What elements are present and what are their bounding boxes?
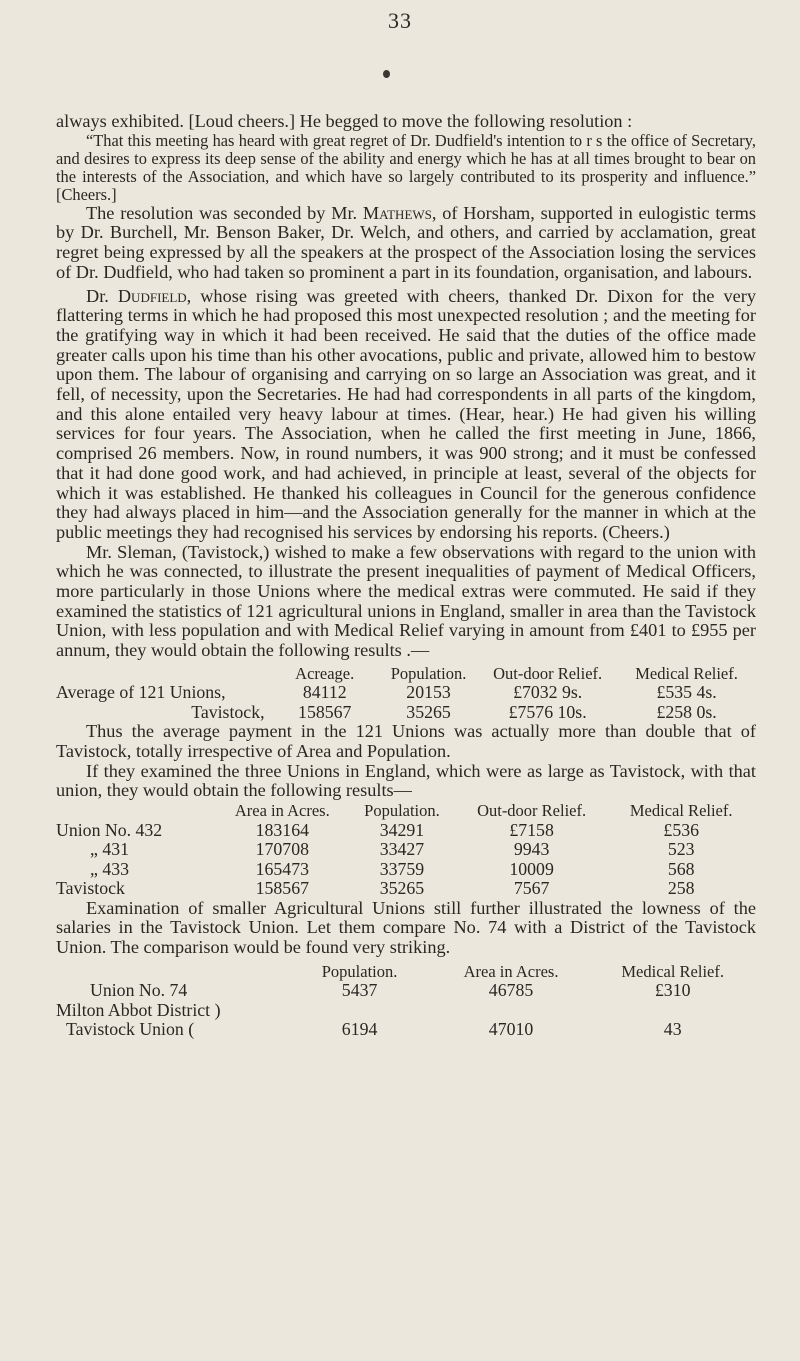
paragraph-three-unions: If they examined the three Unions in England, which were as large as Tavistock, with that union, they would obtain the following results— — [56, 760, 756, 801]
row-label — [56, 1020, 286, 1040]
brace-icon: ( — [188, 1019, 195, 1040]
table-cell: 43 — [663, 1019, 682, 1040]
paragraph-dudfield-reply — [56, 287, 756, 543]
table-cell: 6194 — [341, 1019, 378, 1040]
table-cell: £7576 10s. — [508, 701, 587, 722]
table-row — [56, 981, 756, 1001]
table-cell: 7567 — [513, 878, 550, 899]
paragraph-seconded — [56, 204, 756, 283]
table-cell: 46785 — [488, 980, 534, 1001]
table-header: Population. — [390, 663, 467, 683]
table-cell: 5437 — [341, 980, 378, 1001]
table-cell: £536 — [663, 819, 699, 840]
resolution-quote: “That this meeting has heard with great regret of Dr. Dudfield's intention to r s the office of Secretary, and desires to express its deep sense of the ability and energy which he has at all times brought to bear on the interests of the Association, and which have so largely contributed to its prosperity and influence.” [Cheers.] — [56, 130, 756, 204]
table-cell: 183164 — [255, 819, 309, 840]
table-header-row — [56, 664, 756, 684]
table-cell — [589, 1001, 756, 1021]
table-header: Medical Relief. — [629, 801, 733, 821]
table-cell: 165473 — [255, 858, 309, 879]
paragraph-sleman: Mr. Sleman, (Tavistock,) wished to make a few observations with regard to the union with which he was connected, to illustrate the present inequalities of payment of Medical Officers, more particularly in those Unions where the medical extras were commuted. He said if they examined the statistics of 121 agricultural unions in England, smaller in area than the Tavistock Union, with less population and with Medical Relief varying in amount from £401 to £955 per annum, they would obtain the following results .— — [56, 541, 756, 661]
table-row — [56, 840, 756, 860]
table-cell: 9943 — [513, 839, 550, 860]
table-cell: 33759 — [379, 858, 425, 879]
table-header: Area in Acres. — [234, 801, 330, 821]
row-label: Tavistock — [56, 878, 125, 899]
table-cell: 20153 — [406, 682, 451, 703]
paragraph-dudfield-start: Dr. — [86, 285, 109, 306]
text-column — [56, 112, 756, 1040]
table-header: Population. — [364, 801, 440, 821]
paragraph-double: Thus the average payment in the 121 Unions was actually more than double that of Tavistock, totally irrespective of Area and Population. — [56, 721, 756, 762]
brace-icon: ) — [214, 999, 221, 1020]
table-header: Out-door Relief. — [493, 663, 603, 683]
row-label-text: Tavistock Union — [66, 1019, 184, 1040]
table-cell — [433, 1001, 590, 1021]
table-header: Medical Relief. — [635, 663, 738, 683]
table-cell: 35265 — [406, 701, 451, 722]
row-label: „ 433 — [90, 858, 130, 879]
table-union-74 — [56, 962, 756, 1040]
row-label — [56, 1001, 286, 1021]
table-header-row — [56, 962, 756, 982]
table-cell: 34291 — [379, 819, 425, 840]
table-row — [56, 683, 756, 703]
table-cell: 158567 — [298, 701, 352, 722]
table-cell: 158567 — [255, 878, 309, 899]
table-average-unions — [56, 664, 756, 723]
table-header: Acreage. — [295, 663, 355, 683]
table-row — [56, 703, 756, 723]
table-cell: 47010 — [488, 1019, 534, 1040]
table-row — [56, 1020, 756, 1040]
table-three-unions — [56, 801, 756, 899]
table-cell: £7158 — [509, 819, 554, 840]
table-header: Area in Acres. — [463, 961, 559, 981]
table-header: Medical Relief. — [621, 961, 724, 981]
table-header: Population. — [321, 961, 398, 981]
table-row — [56, 879, 756, 899]
row-label: Union No. 432 — [56, 819, 163, 840]
table-cell: 10009 — [509, 858, 554, 879]
table-cell: 523 — [667, 839, 695, 860]
row-label: Average of 121 Unions, — [56, 682, 226, 703]
table-cell: 258 — [667, 878, 695, 899]
table-cell: 84112 — [302, 682, 347, 703]
row-label: Union No. 74 — [90, 980, 188, 1001]
paragraph-dudfield-rest: , whose rising was greeted with cheers, thanked Dr. Dixon for the very flattering terms in which he had proposed this most unexpected resolution ; and the meeting for the gratifying way in which it had been received. He said that the duties of the office made greater calls upon his time than his other avocations, public and private, allowed him to bestow upon them. The labour of organising and carrying on so large an Association was great, and it fell, of necessity, upon the Secretaries. He had had correspondents in all parts of the kingdom, and this alone entailed very heavy labour at times. (Hear, hear.) He had given his willing services for four years. The Association, when he called the first meeting in June, 1866, comprised 26 members. Now, in round numbers, it was 900 strong; and it must be confessed that it had done good work, and had achieved, in principle at least, several of the objects for which it was established. He thanked his colleagues in Council for the generous confidence they had always placed in him—and the Association generally for the manner in which at the public meetings they had recognised his services by endorsing his reports. (Cheers.) — [56, 285, 756, 542]
table-cell: 170708 — [255, 839, 309, 860]
table-cell: £258 0s. — [656, 701, 717, 722]
name-dudfield: Dudfield — [117, 285, 187, 306]
paragraph-seconded-rest: , of Horsham, supported in eulogistic terms by Dr. Burchell, Mr. Benson Baker, Dr. Welch, and others, and carried by acclamation, great regret being expressed by all the speakers at the prospect of the Association losing the services of Dr. Dudfield, who had taken so prominent a part in its foundation, organisation, and labours. — [56, 202, 757, 282]
row-label: Tavistock, — [191, 701, 265, 722]
table-cell: £535 4s. — [656, 682, 717, 703]
table-row — [56, 821, 756, 841]
name-mathews: Mathews — [362, 202, 432, 223]
row-label: „ 431 — [90, 839, 130, 860]
table-cell: 33427 — [379, 839, 425, 860]
table-header-row — [56, 801, 756, 821]
paragraph-smaller-unions: Examination of smaller Agricultural Unions still further illustrated the lowness of the salaries in the Tavistock Union. Let them compare No. 74 with a District of the Tavistock Union. The comparison would be found very striking. — [56, 897, 756, 958]
table-row — [56, 1001, 756, 1021]
ink-dot — [383, 70, 390, 78]
table-header: Out-door Relief. — [477, 801, 587, 821]
table-cell: 568 — [667, 858, 695, 879]
table-cell: £7032 9s. — [513, 682, 583, 703]
table-cell — [286, 1001, 432, 1021]
paragraph-intro: always exhibited. [Loud cheers.] He begged to move the following resolution : — [56, 111, 633, 131]
paragraph-seconded-start: The resolution was seconded by Mr. — [86, 202, 358, 223]
row-label-text: Milton Abbot District — [56, 999, 211, 1020]
page-number: 33 — [388, 8, 412, 33]
table-cell: 35265 — [379, 878, 425, 899]
table-cell: £310 — [654, 980, 691, 1001]
table-row — [56, 860, 756, 880]
